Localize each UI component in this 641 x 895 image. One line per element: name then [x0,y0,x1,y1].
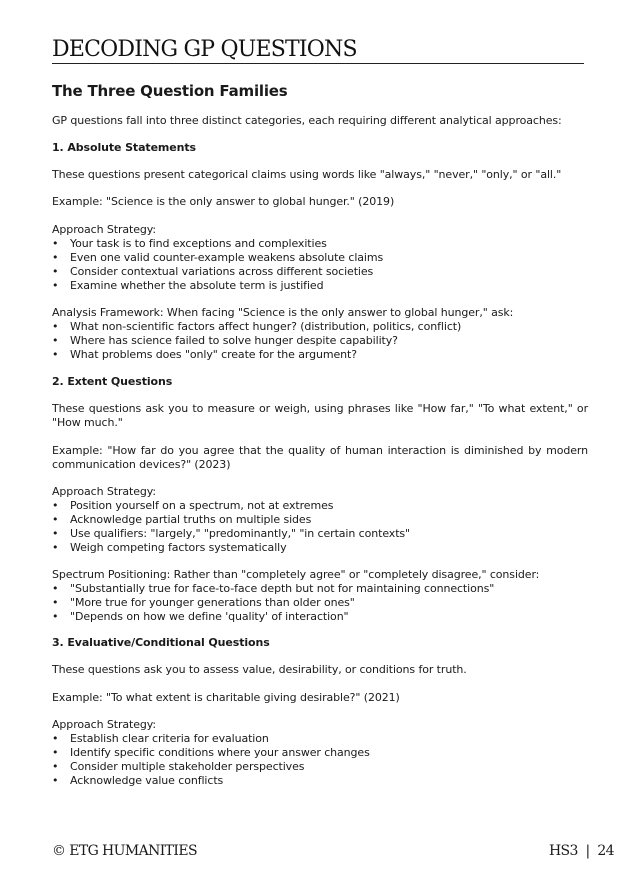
footer-copyright: © ETG HUMANITIES [52,843,197,859]
family-2-desc: These questions ask you to measure or weigh, using phrases like "How far," "To what extent," or "How much." [52,402,588,429]
family-1-heading: 1. Absolute Statements [52,141,196,154]
list-item: • "More true for younger generations than older ones" [52,596,588,610]
section-title: The Three Question Families [52,82,288,100]
family-2-approach [52,485,588,555]
list-item: • Weigh competing factors systematically [52,541,588,555]
spectrum-label: Spectrum Positioning: Rather than "completely agree" or "completely disagree," consider: [52,568,540,581]
family-1-desc: These questions present categorical claims using words like "always," "never," "only," or "all." [52,168,562,181]
family-3-approach [52,718,588,788]
analysis-label: Analysis Framework: When facing "Science is the only answer to global hunger," ask: [52,306,514,319]
approach-label: Approach Strategy: [52,223,156,236]
page-title: DECODING GP QUESTIONS [52,36,584,64]
list-item: • What non-scientific factors affect hunger? (distribution, politics, conflict) [52,320,588,334]
intro: GP questions fall into three distinct categories, each requiring different analytical approaches: [52,114,562,127]
family-1-example: Example: "Science is the only answer to global hunger." (2019) [52,195,395,208]
family-3-heading: 3. Evaluative/Conditional Questions [52,636,270,649]
list-item: • What problems does "only" create for the argument? [52,348,588,362]
list-item: • Consider contextual variations across different societies [52,265,588,279]
family-1-approach [52,223,588,293]
approach-label: Approach Strategy: [52,718,156,731]
list-item: • Establish clear criteria for evaluation [52,732,588,746]
family-2-heading: 2. Extent Questions [52,375,173,388]
list-item: • Consider multiple stakeholder perspectives [52,760,588,774]
family-3-example: Example: "To what extent is charitable giving desirable?" (2021) [52,691,400,704]
family-3-desc: These questions ask you to assess value, desirability, or conditions for truth. [52,663,467,676]
footer-page-number: HS3 | 24 [548,843,614,859]
list-item: • Examine whether the absolute term is justified [52,279,588,293]
list-item: • Use qualifiers: "largely," "predominantly," "in certain contexts" [52,527,588,541]
family-2-spectrum [52,568,588,624]
family-1-analysis [52,306,588,362]
approach-label: Approach Strategy: [52,485,156,498]
list-item: • Identify specific conditions where your answer changes [52,746,588,760]
list-item: • Acknowledge value conflicts [52,774,588,788]
list-item: • Your task is to find exceptions and complexities [52,237,588,251]
list-item: • Acknowledge partial truths on multiple sides [52,513,588,527]
list-item: • Even one valid counter-example weakens absolute claims [52,251,588,265]
list-item: • Where has science failed to solve hunger despite capability? [52,334,588,348]
list-item: • "Substantially true for face-to-face depth but not for maintaining connections" [52,582,588,596]
family-2-example: Example: "How far do you agree that the quality of human interaction is diminished by modern communication devices?" (2023) [52,444,588,471]
list-item: • "Depends on how we define 'quality' of interaction" [52,610,588,624]
list-item: • Position yourself on a spectrum, not at extremes [52,499,588,513]
